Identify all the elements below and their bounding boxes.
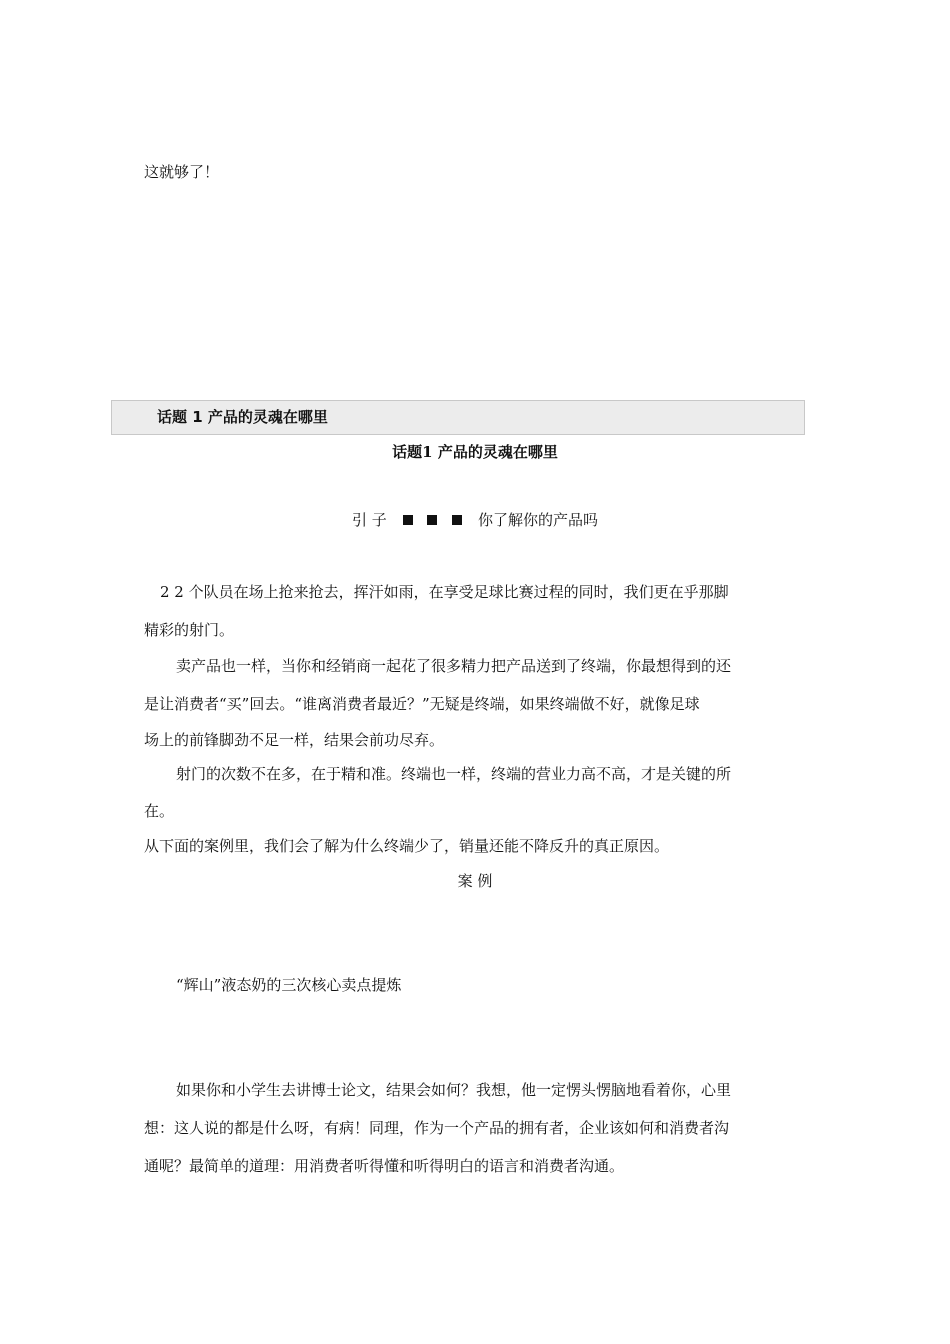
top-line: 这就够了！ [144,163,220,181]
intro-marks [398,510,468,530]
case-text-line-2: 想：这人说的都是什么呀，有病！同理，作为一个产品的拥有者，企业该如何和消费者沟 [144,1119,730,1137]
intro-label: 引 子 [352,511,387,529]
square-mark-icon [427,515,437,525]
case-title: “辉山”液态奶的三次核心卖点提炼 [176,976,402,994]
case-text-line-3: 通呢？最简单的道理：用消费者听得懂和听得明白的语言和消费者沟通。 [144,1157,625,1175]
topic-header-title: 话题 1 产品的灵魂在哪里 [157,408,328,426]
paragraph-2-line-3: 场上的前锋脚劲不足一样，结果会前功尽弃。 [144,731,445,749]
case-text-line-1: 如果你和小学生去讲博士论文，结果会如何？我想，他一定愣头愣脑地看着你，心里 [176,1081,732,1099]
paragraph-1-line-1: 2 2 个队员在场上抢来抢去，挥汗如雨，在享受足球比赛过程的同时，我们更在乎那脚 [160,583,729,601]
paragraph-3-line-2: 在。 [144,802,175,820]
intro-line [0,510,950,530]
paragraph-4-line-1: 从下面的案例里，我们会了解为什么终端少了，销量还能不降反升的真正原因。 [144,837,670,855]
paragraph-2-line-2: 是让消费者“买”回去。“谁离消费者最近？”无疑是终端，如果终端做不好，就像足球 [144,695,700,713]
paragraph-3-line-1: 射门的次数不在多，在于精和准。终端也一样，终端的营业力高不高，才是关键的所 [176,765,732,783]
square-mark-icon [452,515,462,525]
square-mark-icon [403,515,413,525]
section-title: 话题1 产品的灵魂在哪里 [392,443,558,461]
case-label: 案 例 [457,872,493,890]
topic-header-bar [111,400,805,435]
paragraph-1-line-2: 精彩的射门。 [144,621,235,639]
intro-question: 你了解你的产品吗 [477,511,598,529]
paragraph-2-line-1: 卖产品也一样，当你和经销商一起花了很多精力把产品送到了终端，你最想得到的还 [176,657,732,675]
